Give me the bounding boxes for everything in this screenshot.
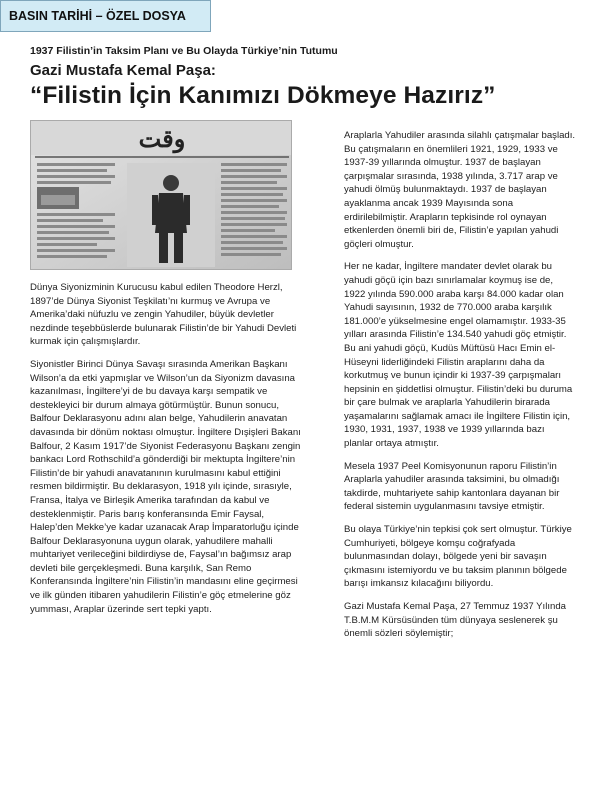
- paragraph: Gazi Mustafa Kemal Paşa, 27 Temmuz 1937 Yılında T.B.M.M Kürsüsünden tüm dünyaya seslenerek şu önemli sözleri söylemiştir;: [344, 601, 567, 640]
- paragraph: Siyonistler Birinci Dünya Savaşı sırasında Amerikan Başkanı Wilson’a da etki yapmışlar ve Wilson’un da Siyonizm davasına kazanılması, İngiltere’yi de bu davaya karşı sempatik ve destekleyici bir durum almaya götürmüştür. Bunun sonucu, Balfour Deklarasyonu adını alan belge, Yahudilerin anavatan davasında bir dönüm noktası olmuştur. İngiltere Dışişleri Bakanı Balfour, 2 Kasım 1917’de Siyonist Federasyonu Başkanı zengin bankacı Lord Rothschild’a gönderdiği bir mektupta İngiltere’nin Filistin’de bir yahudi anavatanının kurulmasını kabul ettiğini resmen bildirmiştir. Bu deklarasyon, 1918 yılı içinde, sırasıyle, Fransa, İtalya ve Birleşik Amerika tarafından da kabul ve desteklenmiştir. Paris barış konferansında Emir Faysal, Halep’den Mekke’ye kadar uzanacak Arap İmparatorluğu içinde Balfour Deklarasyonuna uygun olarak, yahudilere mahalli muhtariyet verileceğini bildirdiyse de, Faysal’ın bağımsız arap devleti bile gerçekleşmedi. Buna karşılık, San Remo Konferansında İngiltere’nin Filistin’in mandasını eline geçirmesi ve ilk günden itibaren yahudilerin Filistin’e göç etmelerine göz yumması, Araplar üzerinde sert tepki yaptı.: [30, 358, 301, 615]
- article-kicker: 1937 Filistin’in Taksim Planı ve Bu Olayda Türkiye’nin Tutumu: [30, 45, 338, 57]
- paragraph: Dünya Siyonizminin Kurucusu kabul edilen Theodore Herzl, 1897’de Dünya Siyonist Teşkilatı’nı kurmuş ve Avrupa ve Amerika’daki nüfuzlu ve zengin Yahudiler, büyük devletler nezdinde teşebbüslerde bulunarak Filistin’de bir Yahudi Devleti kurmak için çalışmışlardır.: [30, 282, 297, 348]
- paragraph: Araplarla Yahudiler arasında silahlı çatışmalar başladı. Bu çatışmaların en önemlileri 1921, 1929, 1933 ve 1937-39 yıllarında olmuştur. 1937 de başlayan çarpışmalar sırasında, 1938 yılında, 3.717 arap ve yahudi ölmüş bulunmaktaydı. 1937 de başlayan ayaklanma ancak 1939 Mayısında sona erdirilebilmiştir. Arapların tepkisinde rol oynayan etkenlerden önemli biri de, Filistin’e yapılan yahudi göçleri olmuştur.: [344, 130, 576, 250]
- article-headline: “Filistin İçin Kanımızı Dökmeye Hazırız”: [30, 82, 496, 109]
- paragraph: Bu olaya Türkiye’nin tepkisi çok sert olmuştur. Türkiye Cumhuriyeti, bölgeye komşu coğrafyada bulunmasından dolayı, bölgede yeni bir savaşın çıkmasını istemiyordu ve bu taksim planının bölgede barışı imkansız kılacağını biliyordu.: [344, 524, 572, 590]
- photo-masthead: وقت: [138, 124, 186, 153]
- article-left-column: [30, 281, 302, 625]
- paragraph: Mesela 1937 Peel Komisyonunun raporu Filistin’in Araplarla yahudiler arasında taksimini, bu olmadığı takdirde, muhtariyete sahip kantonlara dayanan bir federal sistemin uygulanmasını tavsiye etmiştir.: [344, 460, 560, 513]
- newspaper-photo: [30, 120, 292, 270]
- article-right-column: [344, 129, 576, 650]
- paragraph: Her ne kadar, İngiltere mandater devlet olarak bu yahudi göçü için bazı sınırlamalar koymuş ise de, 1922 yılında 590.000 araba karşı 84.000 kadar olan Yahudi sayısının, 1932 de 770.000 araba karşılık 181.000’e yükselmesine engel olamamıştır. 1933-35 yılları arasında Filistin’e 134.540 yahudi göç etmiştir. Bu ani yahudi göçü, Kudüs Müftüsü Hacı Emin el-Hüseyni liderliğindeki Filistin araplarını daha da korkutmuş ve bunun içindir ki 1937-39 çarpışmaları hepsinin en şiddetlisi olmuştur. Filistin’deki bu duruma bir çare bulmak ve araplarla Yahudilerin birarada yaşamalarını sağlamak amacı ile İngiltere Filistin için, 1930, 1931, 1937, 1938 ve 1939 yıllarında bazı planlar ortaya atmıştır.: [344, 261, 573, 450]
- newspaper-photo-icon: [31, 121, 292, 270]
- section-tag: BASIN TARİHİ – ÖZEL DOSYA: [0, 0, 211, 32]
- article-subtitle: Gazi Mustafa Kemal Paşa:: [30, 62, 216, 79]
